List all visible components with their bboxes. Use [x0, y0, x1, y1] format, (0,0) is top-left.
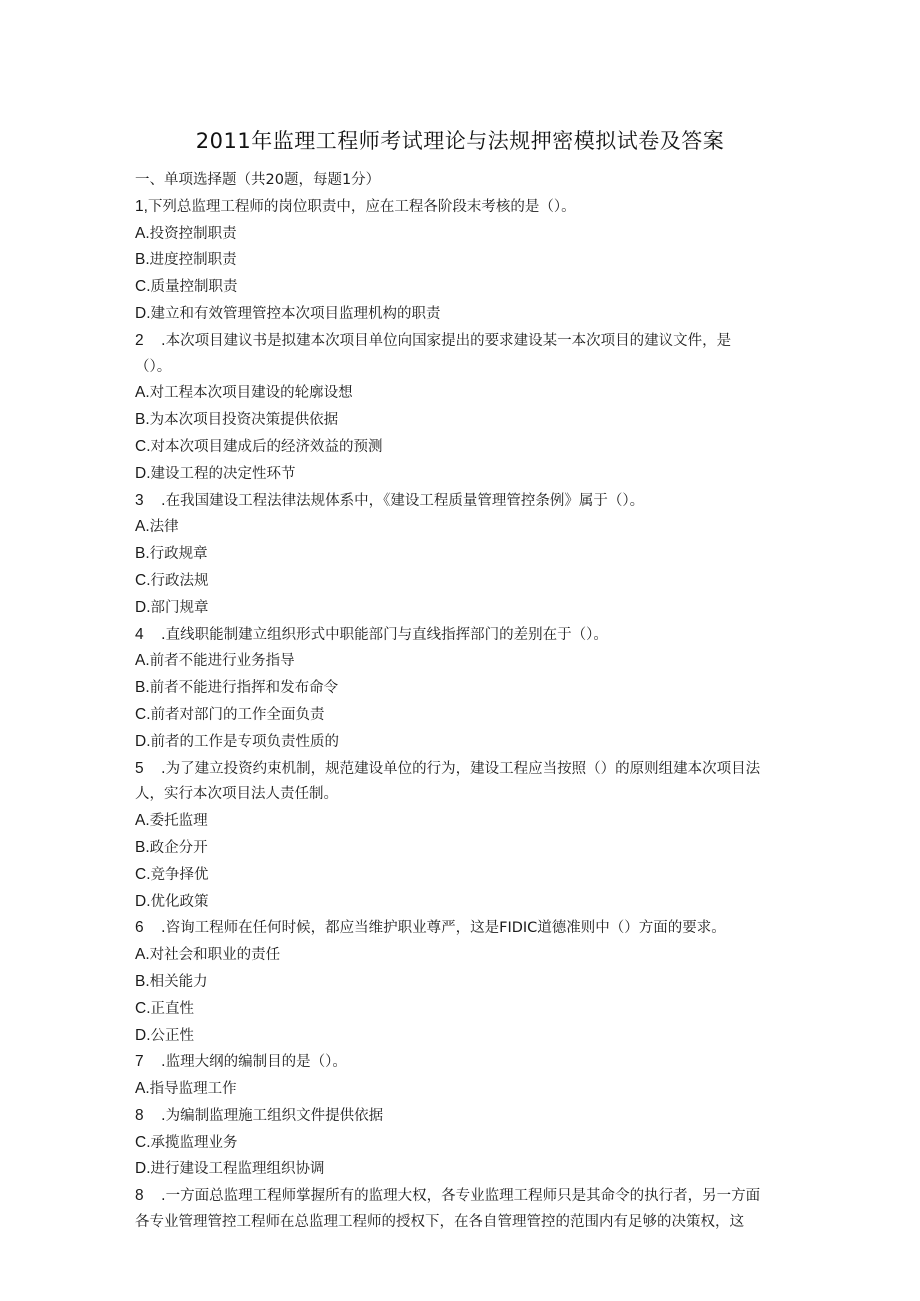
answer-option	[135, 1130, 795, 1157]
option-text: 承揽监理业务	[150, 1134, 238, 1151]
option-letter: A.	[135, 224, 150, 242]
option-letter: A.	[135, 518, 150, 536]
answer-option	[135, 835, 795, 862]
option-text: 行政法规	[150, 572, 209, 589]
option-letter: B.	[135, 972, 150, 990]
answer-option	[135, 996, 795, 1023]
question-text: .为编制监理施工组织文件提供依据	[161, 1107, 384, 1124]
option-text: 指导监理工作	[149, 1081, 237, 1098]
answer-option	[135, 434, 795, 461]
option-text: 前者对部门的工作全面负责	[150, 706, 325, 723]
continuation-line: （）。	[135, 358, 172, 375]
question-line	[135, 1183, 795, 1210]
answer-option	[135, 380, 795, 407]
question-text: .直线职能制建立组织形式中职能部门与直线指挥部门的差别在于（）。	[161, 626, 608, 643]
option-letter: A.	[135, 384, 150, 402]
answer-option	[135, 221, 795, 248]
option-text: 政企分开	[149, 839, 208, 856]
option-letter: A.	[135, 946, 150, 964]
answer-option	[135, 407, 795, 434]
question-text: .咨询工程师在任何时候，都应当维护职业尊严，这是FIDIC道德准则中（）方面的要求。	[161, 920, 726, 937]
option-letter: C.	[135, 999, 151, 1017]
question-text: .为了建立投资约束机制，规范建设单位的行为，建设工程应当按照（）的原则组建本次项目法	[161, 760, 761, 777]
option-text: 建立和有效管理管控本次项目监理机构的职责	[150, 305, 441, 322]
question-number: 3	[135, 491, 144, 509]
option-text: 优化政策	[150, 893, 209, 910]
option-text: 前者的工作是专项负责性质的	[150, 733, 339, 750]
answer-option	[135, 274, 795, 301]
section-heading: 一、单项选择题（共20题，每题1分）	[135, 172, 381, 188]
question-number: 5	[135, 759, 144, 777]
question-line	[135, 194, 795, 221]
question-number: 8	[135, 1187, 144, 1205]
answer-option	[135, 729, 795, 756]
answer-option	[135, 1076, 795, 1103]
question-number: 8	[135, 1106, 144, 1124]
question-text: .本次项目建议书是拟建本次项目单位向国家提出的要求建设某一本次项目的建议文件，是	[161, 332, 732, 349]
question-line	[135, 1103, 795, 1130]
option-letter: A.	[135, 812, 150, 830]
option-text: 相关能力	[149, 973, 208, 990]
option-letter: D.	[135, 598, 151, 616]
option-text: 对工程本次项目建设的轮廓设想	[149, 385, 353, 402]
question-line	[135, 488, 795, 515]
question-number: 2	[135, 331, 144, 349]
option-letter: B.	[135, 251, 150, 269]
option-letter: D.	[135, 1160, 151, 1178]
option-letter: C.	[135, 1133, 151, 1151]
option-letter: D.	[135, 732, 151, 750]
option-text: 正直性	[150, 1000, 194, 1017]
option-letter: A.	[135, 652, 150, 670]
option-letter: D.	[135, 1026, 151, 1044]
option-text: 前者不能进行指挥和发布命令	[149, 680, 339, 697]
option-text: 前者不能进行业务指导	[149, 653, 295, 670]
answer-option	[135, 301, 795, 328]
question-line	[135, 1049, 795, 1076]
question-text: .在我国建设工程法律法规体系中，《建设工程质量管理管控条例》属于（）。	[161, 492, 645, 509]
question-number: 7	[135, 1053, 144, 1071]
option-text: 投资控制职责	[149, 225, 237, 242]
option-letter: C.	[135, 705, 151, 723]
question-text: .一方面总监理工程师掌握所有的监理大权，各专业监理工程师只是其命令的执行者，另一方面	[161, 1188, 761, 1205]
answer-option	[135, 862, 795, 889]
option-letter: D.	[135, 304, 151, 322]
question-number: 6	[135, 919, 144, 937]
question-number: 4	[135, 625, 144, 643]
option-letter: D.	[135, 464, 151, 482]
option-letter: B.	[135, 679, 150, 697]
answer-option	[135, 808, 795, 835]
option-text: 委托监理	[149, 813, 208, 830]
option-letter: C.	[135, 278, 151, 296]
option-text: 进度控制职责	[149, 252, 237, 269]
answer-option	[135, 702, 795, 729]
answer-option	[135, 541, 795, 568]
option-letter: B.	[135, 411, 150, 429]
continuation-line: 各专业管理管控工程师在总监理工程师的授权下，在各自管理管控的范围内有足够的决策权，这	[135, 1214, 744, 1231]
answer-option	[135, 247, 795, 274]
continuation-line: 人，实行本次项目法人责任制。	[135, 786, 338, 803]
answer-option	[135, 675, 795, 702]
question-text: 下列总监理工程师的岗位职责中，应在工程各阶段末考核的是（）。	[147, 198, 576, 215]
option-text: 质量控制职责	[150, 279, 238, 296]
option-text: 法律	[149, 519, 179, 536]
option-letter: C.	[135, 571, 151, 589]
option-letter: A.	[135, 1080, 150, 1098]
option-text: 竞争择优	[150, 866, 209, 883]
option-text: 对社会和职业的责任	[149, 947, 281, 964]
answer-option	[135, 648, 795, 675]
document-body	[135, 168, 795, 1236]
question-line	[135, 622, 795, 649]
option-text: 公正性	[150, 1027, 194, 1044]
question-line	[135, 756, 795, 783]
answer-option	[135, 1023, 795, 1050]
option-text: 建设工程的决定性环节	[150, 465, 296, 482]
answer-option	[135, 1156, 795, 1183]
option-letter: B.	[135, 838, 150, 856]
answer-option	[135, 568, 795, 595]
option-text: 部门规章	[150, 599, 209, 616]
option-letter: B.	[135, 545, 150, 563]
option-letter: C.	[135, 437, 151, 455]
answer-option	[135, 889, 795, 916]
answer-option	[135, 595, 795, 622]
option-text: 行政规章	[149, 546, 208, 563]
question-line	[135, 915, 795, 942]
option-text: 对本次项目建成后的经济效益的预测	[150, 438, 383, 455]
question-text: .监理大纲的编制目的是（）。	[161, 1054, 347, 1071]
answer-option	[135, 942, 795, 969]
option-text: 进行建设工程监理组织协调	[150, 1161, 325, 1178]
option-letter: D.	[135, 892, 151, 910]
option-text: 为本次项目投资决策提供依据	[149, 412, 339, 429]
question-number: 1,	[135, 197, 148, 215]
document-title: 2011年监理工程师考试理论与法规押密模拟试卷及答案	[195, 129, 725, 153]
question-line	[135, 328, 795, 355]
option-letter: C.	[135, 865, 151, 883]
answer-option	[135, 461, 795, 488]
answer-option	[135, 969, 795, 996]
answer-option	[135, 514, 795, 541]
